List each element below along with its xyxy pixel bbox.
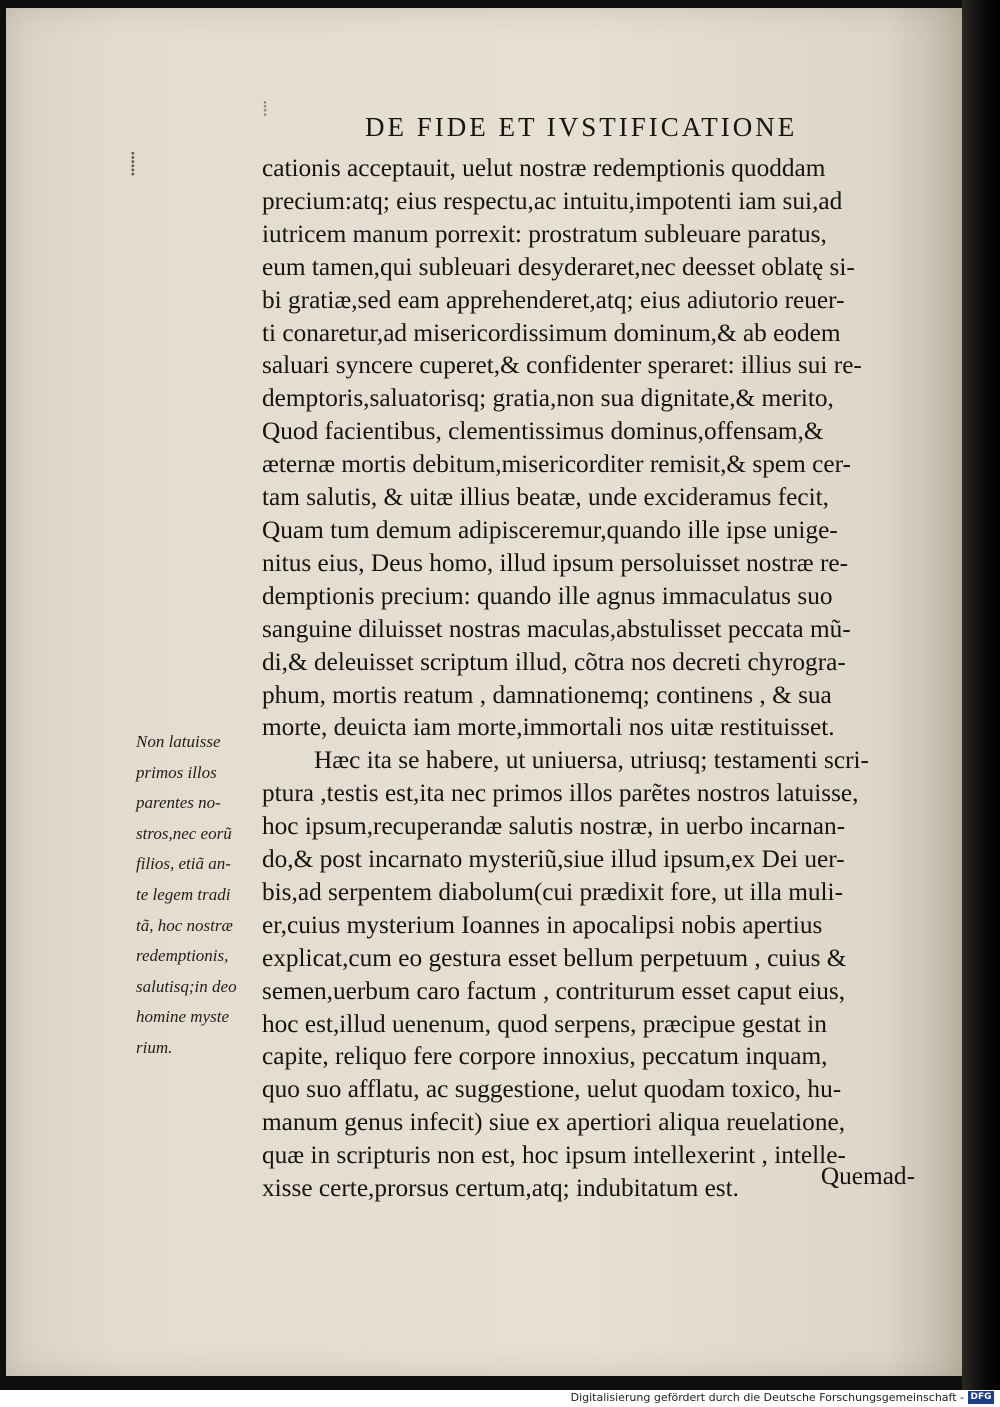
text-line: saluari syncere cuperet,& confidenter speraret: illius sui re- [262,351,862,380]
text-line: quo suo afflatu, ac suggestione, uelut quodam toxico, hu- [262,1075,842,1104]
funding-credit: Digitalisierung gefördert durch die Deutsche Forschungsgemeinschaft - [570,1391,964,1404]
marginal-note-line: primos illos [136,762,217,782]
text-line: do,& post incarnato mysteriũ,siue illud ipsum,ex Dei uer- [262,845,845,874]
text-line: sanguine diluisset nostras maculas,abstulisset peccata mũ- [262,614,851,643]
marginal-note-line: filios, etiã an- [136,854,231,874]
text-line: cationis acceptauit, uelut nostræ redemptionis quoddam [262,154,826,182]
marginal-note [136,727,261,1064]
page-gutter [962,0,1000,1390]
text-line: morte, deuicta iam morte,immortali nos uitæ restituisset. [262,713,835,742]
text-line: semen,uerbum caro factum , contriturum esset caput eius, [262,976,846,1005]
text-line: æternæ mortis debitum,misericorditer remisit,& spem cer- [262,450,851,479]
dfg-logo-icon[interactable]: DFG [968,1391,994,1404]
marginal-note-line: tã, hoc nostræ [136,915,233,935]
text-line: iutricem manum porrexit: prostratum subleuare paratus, [262,219,827,248]
marginal-note-line: parentes no- [136,793,221,813]
marginal-note-line: homine myste [136,1007,230,1027]
marginal-note-line: te legem tradi [136,884,231,904]
text-line: capite, reliquo fere corpore innoxius, peccatum inquam, [262,1042,828,1071]
text-line: explicat,cum eo gestura esset bellum perpetuum , cuius & [262,943,847,972]
running-head: DE FIDE ET IVSTIFICATIONE [365,112,798,142]
marginal-note-line: stros,nec eorũ [136,823,232,843]
text-line: Quam tum demum adipisceremur,quando ille ipse unige- [262,515,838,544]
text-line: hoc ipsum,recuperandæ salutis nostræ, in uerbo incarnan- [262,812,846,841]
text-line: er,cuius mysterium Ioannes in apocalipsi nobis apertius [262,910,823,939]
text-line: eum tamen,qui subleuari desyderaret,nec deesset oblatę si- [262,252,855,281]
text-line: phum, mortis reatum , damnationemq; continens , & sua [262,680,832,709]
marginal-tick-mark: ⸽ [130,151,136,176]
text-line: nitus eius, Deus homo, illud ipsum persoluisset nostræ re- [262,548,849,577]
text-line: manum genus infecit) siue ex apertiori aliqua reuelatione, [262,1108,846,1137]
text-line: hoc est,illud uenenum, quod serpens, præcipue gestat in [262,1009,827,1038]
text-line: tam salutis, & uitæ illius beatæ, unde excideramus fecit, [262,483,829,512]
text-line: bi gratiæ,sed eam apprehenderet,atq; eius adiutorio reuer- [262,285,845,314]
body-text [262,152,927,1205]
marginal-note-line: redemptionis, [136,946,229,966]
text-line: bis,ad serpentem diabolum(cui prædixit fore, ut illa muli- [262,877,844,906]
text-line: Quod facientibus, clementissimus dominus,offensam,& [262,417,824,446]
catchword: Quemad- [820,1162,915,1190]
marginal-note-line: salutisq;in deo [136,976,237,996]
page-ornament: ⁞ [262,96,269,121]
text-line: quæ in scripturis non est, hoc ipsum intellexerint , intelle- [262,1141,846,1170]
text-line: di,& deleuisset scriptum illud, cõtra nos decreti chyrogra- [262,647,846,676]
text-line: ti conaretur,ad misericordissimum dominum,& ab eodem [262,318,841,347]
text-line: xisse certe,prorsus certum,atq; indubitatum est. [262,1174,740,1203]
marginal-note-line: rium. [136,1037,173,1057]
text-line: demptionis precium: quando ille agnus immaculatus suo [262,581,833,610]
footer-bar [0,1390,1000,1407]
text-line: ptura ,testis est,ita nec primos illos parẽtes nostros latuisse, [262,779,859,808]
text-line: demptoris,saluatorisq; gratia,non sua dignitate,& merito, [262,384,834,413]
marginal-note-line: Non latuisse [136,732,221,751]
text-line: Hæc ita se habere, ut uniuersa, utriusq; testamenti scri- [314,746,869,775]
text-line: precium:atq; eius respectu,ac intuitu,impotenti iam sui,ad [262,186,843,215]
